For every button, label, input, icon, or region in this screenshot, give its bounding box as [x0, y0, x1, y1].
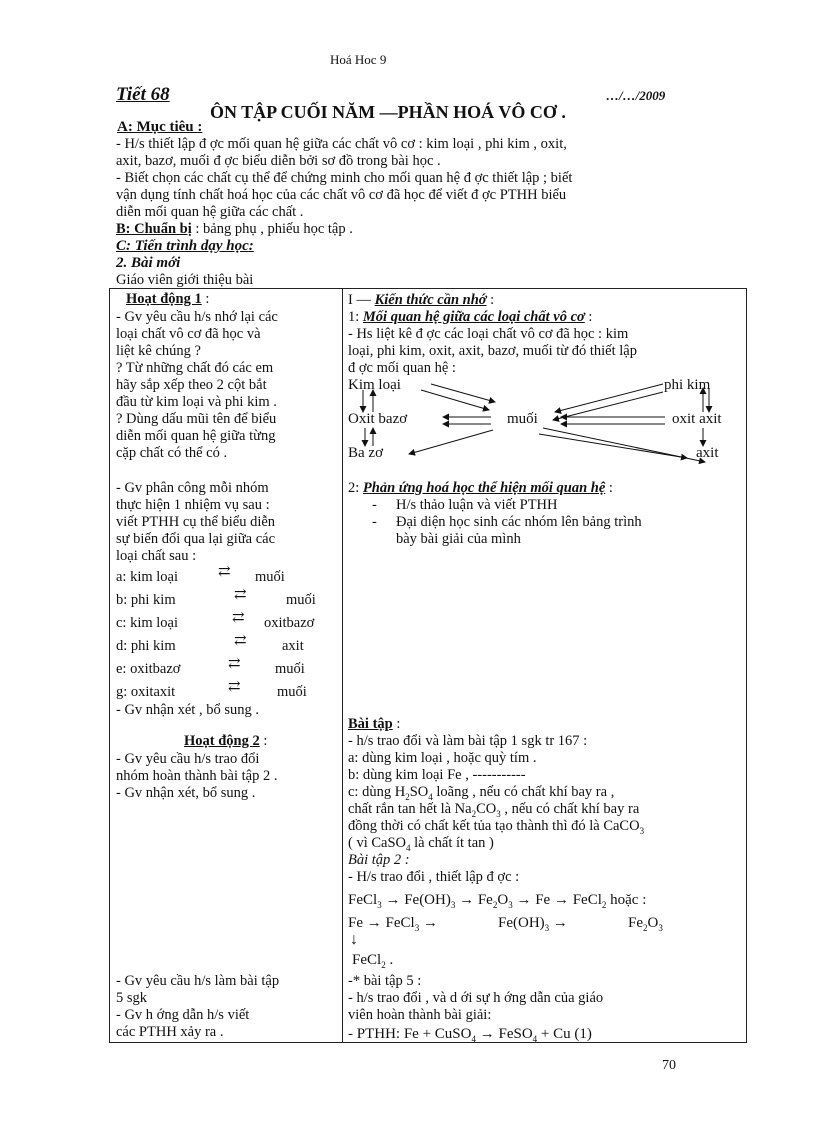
pair-c-from: c: kim loại — [116, 615, 179, 631]
right-line: c: dùng $H_2SO_4$ loãng , nếu có chất khí bay ra , — [348, 784, 615, 802]
left-line: - Gv phân công mỗi nhóm — [116, 480, 269, 496]
subsection-2-colon: : — [605, 480, 613, 496]
activity-1-heading — [126, 292, 209, 307]
pair-e-from: e: oxitbazơ — [116, 661, 181, 677]
reversible-arrow-icon: ⇄ — [228, 679, 240, 695]
arrow-line — [539, 434, 687, 458]
right-line: - H/s trao đổi , thiết lập đ ợc : — [348, 869, 520, 885]
activity-1-title: Hoạt động 1 — [126, 291, 202, 307]
left-line: ? Dùng dấu mũi tên để biểu — [116, 411, 277, 427]
left-line: ? Từ những chất đó các em — [116, 360, 274, 376]
right-line: - Hs liệt kê đ ợc các loại chất vô cơ đã học : kim — [348, 326, 629, 342]
node-muoi: muối — [507, 411, 538, 427]
pair-b-from: b: phi kim — [116, 592, 176, 608]
right-line: - h/s trao đổi , và d ới sự h ớng dẫn của giáo — [348, 990, 604, 1006]
right-line: viên hoàn thành bài giải: — [348, 1007, 492, 1023]
left-line: thực hiện 1 nhiệm vụ sau : — [116, 497, 270, 513]
arrow-line — [555, 384, 663, 412]
left-line: các PTHH xảy ra . — [116, 1024, 224, 1040]
exercise-2-title: Bài tập 2 : — [348, 852, 410, 868]
left-line: - Gv yêu cầu h/s làm bài tập — [116, 973, 280, 989]
reaction-chain-1: FeCl$_3$ → $Fe(OH)_3 \to Fe_2O_3 \to Fe$ → FeCl$_2$ hoặc : — [348, 892, 647, 910]
subsection-2-prefix: 2: — [348, 480, 363, 496]
reaction-equation: - PTHH: Fe + CuSO$_4$ → FeSO$_4$ + Cu (1) — [348, 1026, 592, 1044]
arrow-line — [553, 392, 663, 420]
reaction-chain-2-end: $Fe_2O_3$ — [628, 915, 663, 933]
objectives-heading: A: Mục tiêu : — [117, 119, 203, 135]
activity-1-colon: : — [201, 291, 210, 307]
node-oxit-bazo: Oxit bazơ — [348, 411, 408, 427]
fecl2-product: FeCl$_2$ . — [352, 952, 394, 970]
pair-g-to: muối — [277, 684, 307, 700]
section-1-prefix: I — — [348, 292, 375, 308]
right-line: a: dùng kim loại , hoặc quỳ tím . — [348, 750, 537, 766]
right-line: ( vì CaSO$_4$ là chất ít tan ) — [348, 835, 494, 853]
pair-d-to: axit — [282, 638, 304, 654]
activity-2-title: Hoạt động 2 — [184, 733, 260, 749]
objective-line: axit, bazơ, muối đ ợc biểu diễn bởi sơ đồ trong bài học . — [116, 153, 441, 169]
left-line: loại chất vô cơ đã học và — [116, 326, 261, 342]
reversible-arrow-icon: ⇄ — [234, 587, 246, 603]
objective-line: vận dụng tính chất hoá học của các chất vô cơ đã học để viết đ ợc PTHH biểu — [116, 187, 567, 203]
document-header: Hoá Hoc 9 — [330, 52, 387, 67]
node-bazo: Ba zơ — [348, 445, 384, 461]
process-sub: 2. Bài mới — [116, 255, 181, 271]
pair-e-to: muối — [275, 661, 305, 677]
list-bullet: - — [372, 514, 377, 530]
list-bullet: - — [372, 497, 377, 513]
right-line: b: dùng kim loại Fe , ----------- — [348, 767, 526, 783]
subsection-1-heading — [348, 310, 592, 325]
subsection-2-heading — [348, 481, 613, 496]
reversible-arrow-icon: ⇄ — [228, 656, 240, 672]
exercise-heading — [348, 717, 400, 732]
lesson-number: Tiết 68 — [116, 84, 170, 105]
arrow-line — [421, 390, 489, 410]
reversible-arrow-icon: ⇄ — [218, 564, 230, 580]
subsection-1-colon: : — [584, 309, 593, 325]
prep-heading: B: Chuẩn bị — [116, 221, 192, 237]
prep-text: : bảng phụ , phiếu học tập . — [191, 221, 353, 237]
process-intro: Giáo viên giới thiệu bài — [116, 272, 254, 288]
left-line: diễn mối quan hệ giữa từng — [116, 428, 276, 444]
left-line: loại chất sau : — [116, 548, 197, 564]
left-line: cặp chất có thể có . — [116, 445, 228, 461]
reaction-chain-2-start: Fe → FeCl$_3$ → — [348, 915, 438, 933]
process-heading: C: Tiến trình dạy học: — [116, 238, 254, 254]
lesson-date: …/…/2009 — [606, 88, 666, 103]
exercise-title: Bài tập — [348, 716, 393, 732]
left-line: - Gv nhận xét , bổ sung . — [116, 702, 259, 718]
pair-a-from: a: kim loại — [116, 569, 179, 585]
pair-d-from: d: phi kim — [116, 638, 176, 654]
subsection-1-title: Mối quan hệ giữa các loại chất vô cơ — [362, 309, 585, 325]
right-line: đồng thời có chất kết tủa tạo thành thì đó là CaCO$_3$ — [348, 818, 645, 836]
left-line: hãy sắp xếp theo 2 cột bắt — [116, 377, 267, 393]
list-item: H/s thảo luận và viết PTHH — [396, 497, 558, 513]
list-item: Đại diện học sinh các nhóm lên bảng trình — [396, 514, 642, 530]
pair-c-to: oxitbazơ — [264, 615, 315, 631]
right-line: đ ợc mối quan hệ : — [348, 360, 456, 376]
node-kim-loai: Kim loại — [348, 377, 401, 393]
prep-line — [116, 222, 353, 237]
left-line: đầu từ kim loại và phi kim . — [116, 394, 277, 410]
subsection-2-title: Phản ứng hoá học thể hiện mối quan hệ — [362, 480, 606, 496]
page-number: 70 — [662, 1058, 676, 1073]
objective-line: diễn mối quan hệ giữa các chất . — [116, 204, 304, 220]
left-line: nhóm hoàn thành bài tập 2 . — [116, 768, 278, 784]
arrow-line — [431, 384, 495, 402]
objective-line: - Biết chọn các chất cụ thể để chứng minh cho mối quan hệ đ ợc thiết lập ; biết — [116, 170, 573, 186]
activity-2-colon: : — [259, 733, 268, 749]
reversible-arrow-icon: ⇄ — [234, 633, 246, 649]
node-oxit-axit: oxit axit — [672, 411, 722, 427]
right-line: loại, phi kim, oxit, axit, bazơ, muối từ đó thiết lập — [348, 343, 637, 359]
left-line: - Gv yêu cầu h/s trao đổi — [116, 751, 260, 767]
right-line: - h/s trao đổi và làm bài tập 1 sgk tr 167 : — [348, 733, 588, 749]
left-line: viết PTHH cụ thể biểu diễn — [116, 514, 276, 530]
pair-b-to: muối — [286, 592, 316, 608]
left-line: sự biến đổi qua lại giữa các — [116, 531, 276, 547]
section-1-heading — [348, 293, 494, 308]
lesson-title: ÔN TẬP CUỐI NĂM —PHẦN HOÁ VÔ CƠ . — [210, 102, 566, 122]
left-line: liệt kê chúng ? — [116, 343, 201, 359]
pair-g-from: g: oxitaxit — [116, 684, 176, 700]
left-line: - Gv yêu cầu h/s nhớ lại các — [116, 309, 278, 325]
node-axit: axit — [696, 445, 719, 461]
reversible-arrow-icon: ⇄ — [232, 610, 244, 626]
reaction-chain-2-mid: $Fe(OH)_3$ → — [498, 915, 568, 933]
right-line: chất rắn tan hết là $Na_2CO_3$ , nếu có chất khí bay ra — [348, 801, 640, 819]
section-1-title: Kiến thức cần nhớ — [374, 292, 487, 308]
left-line: - Gv nhận xét, bổ sung . — [116, 785, 256, 801]
left-line: 5 sgk — [116, 990, 148, 1006]
pair-a-to: muối — [255, 569, 285, 585]
down-arrow-icon: ↓ — [350, 931, 358, 948]
list-item: bày bài giải của mình — [396, 531, 521, 547]
left-line: - Gv h ớng dẫn h/s viết — [116, 1007, 250, 1023]
right-line: -* bài tập 5 : — [348, 973, 422, 989]
subsection-1-prefix: 1: — [348, 309, 363, 325]
exercise-colon: : — [392, 716, 401, 732]
section-1-colon: : — [486, 292, 495, 308]
arrow-line — [409, 430, 493, 454]
node-phi-kim: phi kim — [664, 377, 711, 393]
activity-2-heading — [184, 734, 267, 749]
objective-line: - H/s thiết lập đ ợc mối quan hệ giữa các chất vô cơ : kim loại , phi kim , oxit, — [116, 136, 567, 152]
